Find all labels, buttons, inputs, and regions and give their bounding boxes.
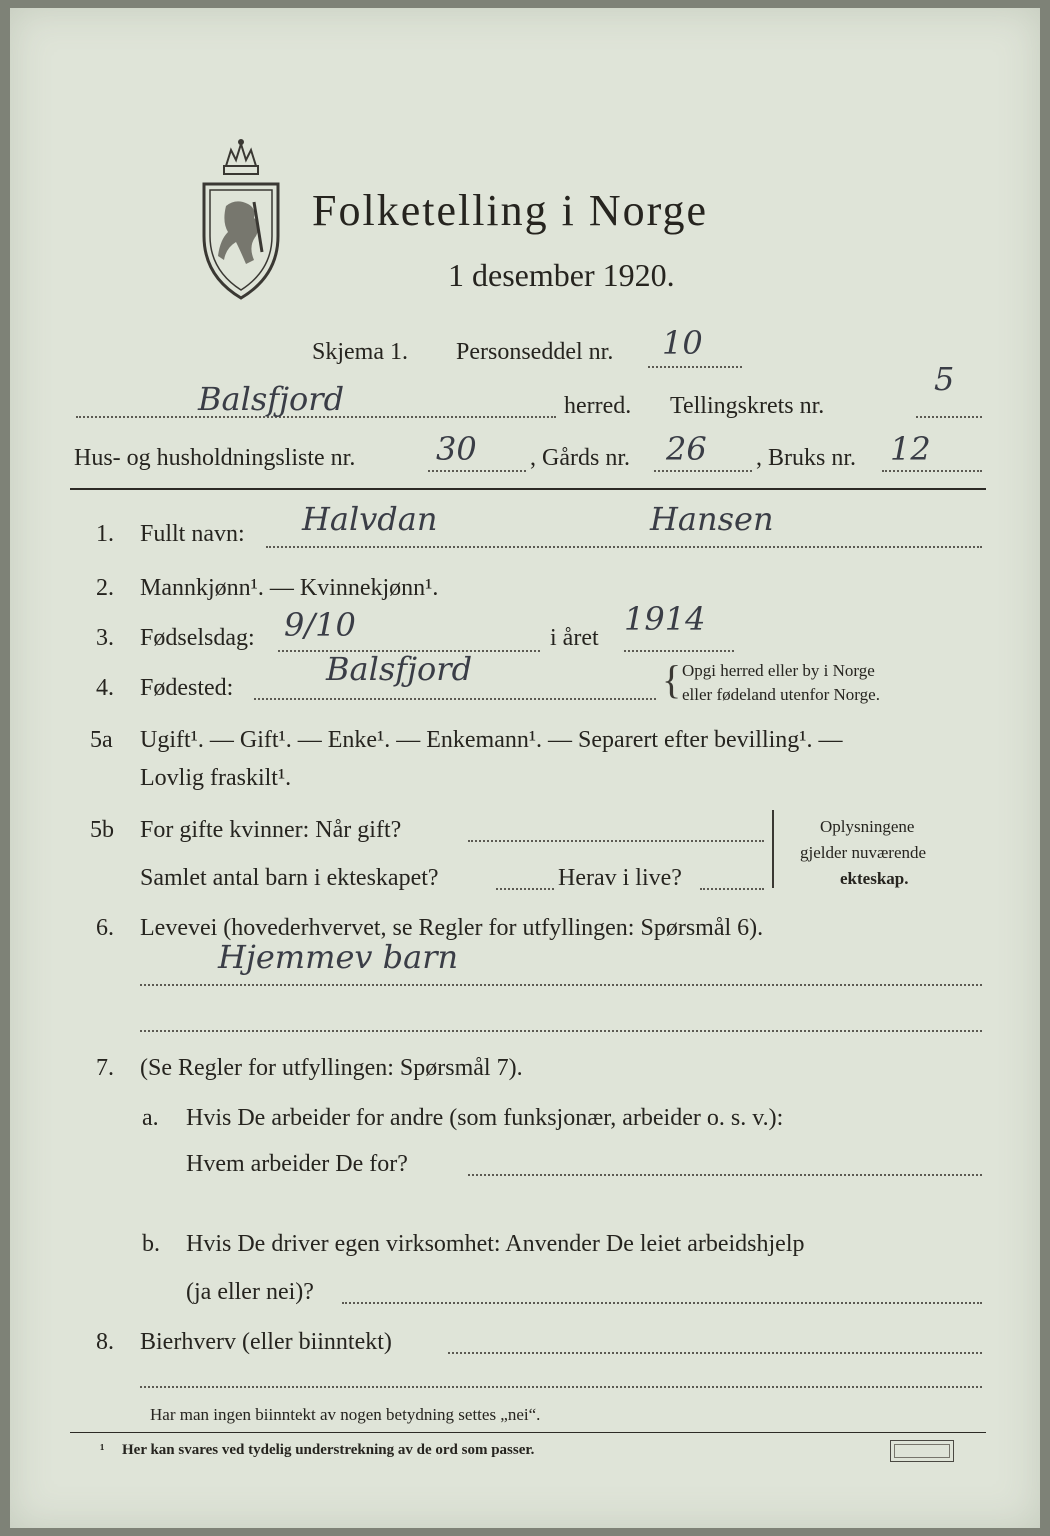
q7a-employer-label: Hvem arbeider De for?	[186, 1151, 408, 1177]
q3-year-line	[624, 650, 734, 652]
husholdningsliste-label: Hus- og husholdningsliste nr.	[74, 445, 356, 471]
footnote-mark: ¹	[100, 1442, 105, 1458]
q7b-question: Hvis De driver egen virksomhet: Anvender De leiet arbeidshjelp	[186, 1231, 805, 1257]
personseddel-line	[648, 366, 742, 368]
full-name-first[interactable]: Halvdan	[302, 500, 438, 538]
printer-stamp	[890, 1440, 954, 1462]
q6-line1	[140, 984, 982, 986]
skjema-label: Skjema 1.	[312, 339, 408, 365]
herred-label: herred.	[564, 393, 632, 419]
q1-line	[266, 546, 982, 548]
q7b-line[interactable]	[342, 1302, 982, 1304]
q6-number: 6.	[96, 915, 114, 941]
occupation-value[interactable]: Hjemmev barn	[218, 938, 459, 976]
q4-brace: {	[662, 657, 682, 702]
husholdningsliste-value[interactable]: 30	[436, 430, 477, 468]
q7a-question: Hvis De arbeider for andre (som funksjonær, arbeider o. s. v.):	[186, 1105, 784, 1131]
q7b-yes-no-label: (ja eller nei)?	[186, 1279, 314, 1305]
q5b-number: 5b	[90, 817, 114, 843]
footnote-text: Her kan svares ved tydelig understrekning av de ord som passer.	[122, 1442, 535, 1458]
q5b-married-label: For gifte kvinner: Når gift?	[140, 817, 402, 843]
q1-label: Fullt navn:	[140, 521, 245, 547]
birth-day-value[interactable]: 9/10	[284, 606, 356, 644]
gards-line	[654, 470, 752, 472]
biinntekt-note: Har man ingen biinntekt av nogen betydning settes „nei“.	[150, 1405, 541, 1424]
full-name-last[interactable]: Hansen	[650, 500, 774, 538]
q3-label: Fødselsdag:	[140, 625, 255, 651]
q3-year-label: i året	[550, 625, 599, 651]
q5b-alive-label: Herav i live?	[558, 865, 682, 891]
footer-divider	[70, 1432, 986, 1433]
q5b-children-label: Samlet antal barn i ekteskapet?	[140, 865, 439, 891]
q8-line2[interactable]	[140, 1386, 982, 1388]
norway-coat-of-arms-icon	[196, 136, 286, 306]
q7-label: (Se Regler for utfyllingen: Spørsmål 7).	[140, 1055, 523, 1081]
q5a-marital-options[interactable]: Ugift¹. — Gift¹. — Enke¹. — Enkemann¹. — Separert efter bevilling¹. —	[140, 727, 843, 753]
bruks-label: , Bruks nr.	[756, 445, 857, 471]
census-form-page	[10, 8, 1040, 1528]
q5a-marital-options-cont[interactable]: Lovlig fraskilt¹.	[140, 765, 292, 791]
q4-label: Fødested:	[140, 675, 234, 701]
q7a-employer-line[interactable]	[468, 1174, 982, 1176]
q3-number: 3.	[96, 625, 114, 651]
q8-number: 8.	[96, 1329, 114, 1355]
personseddel-value[interactable]: 10	[662, 324, 703, 362]
census-date: 1 desember 1920.	[448, 257, 675, 293]
personseddel-label: Personseddel nr.	[456, 339, 614, 365]
gards-value[interactable]: 26	[666, 430, 707, 468]
q8-label: Bierhverv (eller biinntekt)	[140, 1329, 392, 1355]
q2-number: 2.	[96, 575, 114, 601]
birthplace-value[interactable]: Balsfjord	[326, 650, 473, 688]
q4-number: 4.	[96, 675, 114, 701]
q5b-bracket	[772, 810, 774, 888]
q1-number: 1.	[96, 521, 114, 547]
tellingskrets-line	[916, 416, 982, 418]
q5b-note-line2: gjelder nuværende	[800, 843, 927, 862]
tellingskrets-label: Tellingskrets nr.	[670, 393, 825, 419]
bruks-value[interactable]: 12	[890, 430, 931, 468]
tellingskrets-value[interactable]: 5	[934, 360, 955, 398]
q6-line2	[140, 1030, 982, 1032]
q5b-note-line1: Oplysningene	[820, 817, 915, 836]
birth-year-value[interactable]: 1914	[624, 600, 706, 638]
q7-number: 7.	[96, 1055, 114, 1081]
q6-label: Levevei (hovederhvervet, se Regler for utfyllingen: Spørsmål 6).	[140, 915, 764, 941]
q2-gender-options[interactable]: Mannkjønn¹. — Kvinnekjønn¹.	[140, 575, 439, 601]
gards-label: , Gårds nr.	[530, 445, 630, 471]
q4-note-line2: eller fødeland utenfor Norge.	[682, 685, 880, 704]
q7b-letter: b.	[142, 1231, 160, 1257]
q5b-alive-line	[700, 888, 764, 890]
q5b-note-line3: ekteskap.	[840, 869, 909, 888]
herred-value[interactable]: Balsfjord	[198, 380, 345, 418]
q4-note-line1: Opgi herred eller by i Norge	[682, 661, 875, 680]
husholdningsliste-line	[428, 470, 526, 472]
q8-line1[interactable]	[448, 1352, 982, 1354]
q5b-married-line	[468, 840, 764, 842]
q5b-children-line	[496, 888, 554, 890]
form-title: Folketelling i Norge	[312, 186, 709, 235]
bruks-line	[882, 470, 982, 472]
q7a-letter: a.	[142, 1105, 159, 1131]
q5a-number: 5a	[90, 727, 113, 753]
header-divider	[70, 488, 986, 490]
q4-line	[254, 698, 656, 700]
